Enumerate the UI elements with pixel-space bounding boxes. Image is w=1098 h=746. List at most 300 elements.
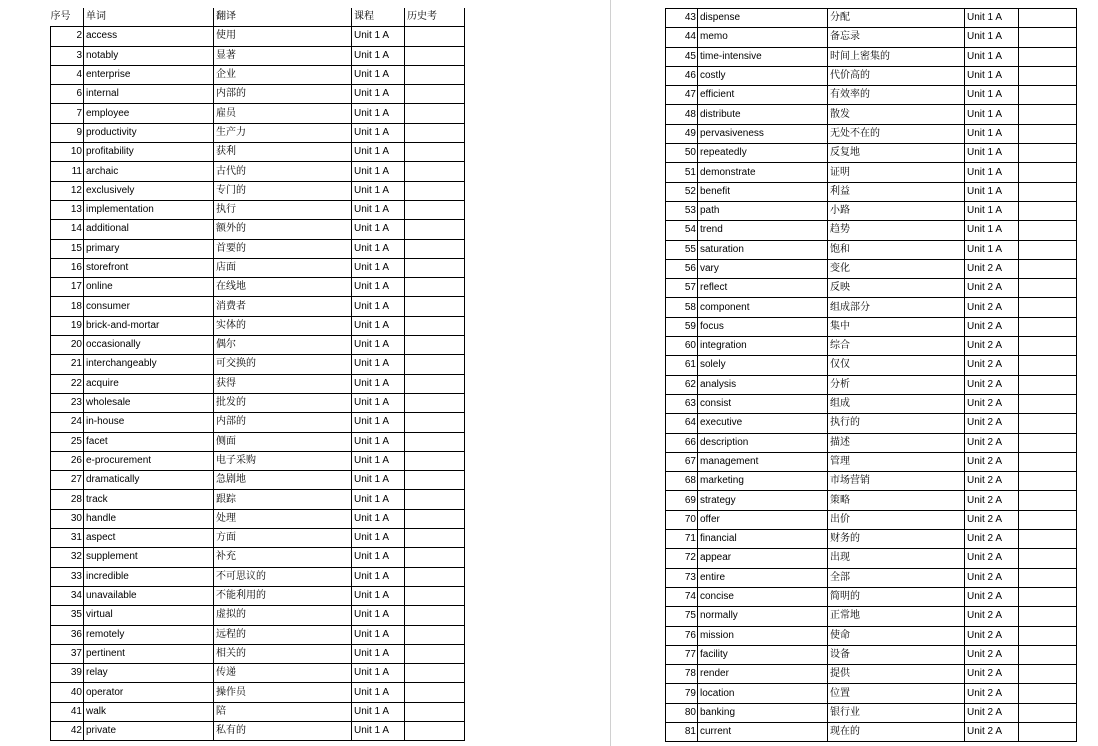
cell-word: wholesale bbox=[84, 393, 214, 412]
cell-word: normally bbox=[698, 607, 828, 626]
cell-history bbox=[405, 683, 465, 702]
cell-course: Unit 1 A bbox=[965, 28, 1019, 47]
cell-translation: 综合 bbox=[828, 337, 965, 356]
cell-word: facet bbox=[84, 432, 214, 451]
cell-word: employee bbox=[84, 104, 214, 123]
cell-translation: 传递 bbox=[214, 664, 352, 683]
cell-translation: 消费者 bbox=[214, 297, 352, 316]
cell-no: 25 bbox=[51, 432, 84, 451]
cell-word: offer bbox=[698, 510, 828, 529]
cell-no: 37 bbox=[51, 644, 84, 663]
table-row bbox=[51, 297, 465, 316]
cell-translation: 执行 bbox=[214, 200, 352, 219]
cell-no: 2 bbox=[51, 27, 84, 46]
cell-history bbox=[405, 567, 465, 586]
cell-history bbox=[1019, 665, 1077, 684]
cell-word: pertinent bbox=[84, 644, 214, 663]
cell-no: 42 bbox=[51, 721, 84, 740]
cell-history bbox=[405, 586, 465, 605]
cell-history bbox=[405, 123, 465, 142]
cell-no: 74 bbox=[666, 587, 698, 606]
table-body-right bbox=[666, 9, 1077, 742]
cell-history bbox=[405, 664, 465, 683]
table-row bbox=[666, 201, 1077, 220]
cell-translation: 雇员 bbox=[214, 104, 352, 123]
cell-no: 49 bbox=[666, 124, 698, 143]
cell-word: memo bbox=[698, 28, 828, 47]
cell-translation: 财务的 bbox=[828, 530, 965, 549]
cell-course: Unit 1 A bbox=[352, 490, 405, 509]
cell-word: track bbox=[84, 490, 214, 509]
cell-no: 69 bbox=[666, 491, 698, 510]
cell-history bbox=[1019, 182, 1077, 201]
cell-word: brick-and-mortar bbox=[84, 316, 214, 335]
cell-word: handle bbox=[84, 509, 214, 528]
table-row bbox=[51, 567, 465, 586]
cell-translation: 反映 bbox=[828, 279, 965, 298]
table-row bbox=[666, 259, 1077, 278]
cell-no: 68 bbox=[666, 472, 698, 491]
table-row bbox=[51, 586, 465, 605]
cell-word: location bbox=[698, 684, 828, 703]
table-row bbox=[666, 452, 1077, 471]
cell-history bbox=[1019, 337, 1077, 356]
cell-history bbox=[1019, 105, 1077, 124]
cell-word: dispense bbox=[698, 9, 828, 28]
cell-course: Unit 2 A bbox=[965, 607, 1019, 626]
cell-course: Unit 2 A bbox=[965, 665, 1019, 684]
cell-history bbox=[405, 27, 465, 46]
cell-course: Unit 1 A bbox=[965, 240, 1019, 259]
cell-course: Unit 1 A bbox=[352, 567, 405, 586]
cell-no: 80 bbox=[666, 703, 698, 722]
cell-history bbox=[1019, 144, 1077, 163]
cell-translation: 内部的 bbox=[214, 413, 352, 432]
vocabulary-table-right bbox=[665, 8, 1077, 742]
header-history: 历史考 bbox=[405, 8, 465, 27]
cell-word: consumer bbox=[84, 297, 214, 316]
cell-word: mission bbox=[698, 626, 828, 645]
table-row bbox=[666, 163, 1077, 182]
cell-translation: 陪 bbox=[214, 702, 352, 721]
cell-translation: 反复地 bbox=[828, 144, 965, 163]
cell-word: management bbox=[698, 452, 828, 471]
cell-history bbox=[405, 529, 465, 548]
cell-history bbox=[405, 432, 465, 451]
cell-course: Unit 2 A bbox=[965, 259, 1019, 278]
cell-course: Unit 2 A bbox=[965, 703, 1019, 722]
cell-no: 12 bbox=[51, 181, 84, 200]
cell-word: archaic bbox=[84, 162, 214, 181]
cell-history bbox=[1019, 375, 1077, 394]
table-row bbox=[51, 606, 465, 625]
vocabulary-table-left bbox=[50, 8, 465, 741]
cell-word: entire bbox=[698, 568, 828, 587]
table-row bbox=[51, 548, 465, 567]
table-row bbox=[666, 491, 1077, 510]
cell-no: 21 bbox=[51, 355, 84, 374]
table-row bbox=[51, 413, 465, 432]
cell-no: 16 bbox=[51, 258, 84, 277]
cell-history bbox=[1019, 356, 1077, 375]
cell-word: remotely bbox=[84, 625, 214, 644]
cell-no: 46 bbox=[666, 66, 698, 85]
table-row bbox=[51, 27, 465, 46]
cell-translation: 管理 bbox=[828, 452, 965, 471]
cell-course: Unit 2 A bbox=[965, 317, 1019, 336]
table-row bbox=[51, 721, 465, 740]
cell-translation: 急剧地 bbox=[214, 471, 352, 490]
cell-word: exclusively bbox=[84, 181, 214, 200]
cell-no: 27 bbox=[51, 471, 84, 490]
table-row bbox=[51, 46, 465, 65]
cell-word: incredible bbox=[84, 567, 214, 586]
cell-no: 54 bbox=[666, 221, 698, 240]
cell-translation: 虚拟的 bbox=[214, 606, 352, 625]
table-row bbox=[666, 414, 1077, 433]
cell-course: Unit 1 A bbox=[352, 374, 405, 393]
cell-word: distribute bbox=[698, 105, 828, 124]
table-row bbox=[666, 298, 1077, 317]
cell-no: 24 bbox=[51, 413, 84, 432]
table-row bbox=[51, 239, 465, 258]
cell-translation: 正常地 bbox=[828, 607, 965, 626]
cell-word: current bbox=[698, 722, 828, 741]
cell-word: occasionally bbox=[84, 336, 214, 355]
cell-history bbox=[405, 606, 465, 625]
cell-translation: 组成 bbox=[828, 394, 965, 413]
cell-course: Unit 1 A bbox=[352, 432, 405, 451]
cell-word: unavailable bbox=[84, 586, 214, 605]
cell-no: 4 bbox=[51, 65, 84, 84]
cell-course: Unit 2 A bbox=[965, 279, 1019, 298]
cell-translation: 饱和 bbox=[828, 240, 965, 259]
table-row bbox=[51, 258, 465, 277]
cell-history bbox=[1019, 9, 1077, 28]
cell-no: 61 bbox=[666, 356, 698, 375]
cell-translation: 策略 bbox=[828, 491, 965, 510]
cell-translation: 出现 bbox=[828, 549, 965, 568]
cell-no: 52 bbox=[666, 182, 698, 201]
cell-history bbox=[405, 220, 465, 239]
cell-course: Unit 2 A bbox=[965, 530, 1019, 549]
cell-no: 73 bbox=[666, 568, 698, 587]
cell-translation: 显著 bbox=[214, 46, 352, 65]
cell-no: 79 bbox=[666, 684, 698, 703]
table-row bbox=[666, 394, 1077, 413]
cell-translation: 利益 bbox=[828, 182, 965, 201]
cell-no: 13 bbox=[51, 200, 84, 219]
header-word: 单词 bbox=[84, 8, 214, 27]
cell-word: supplement bbox=[84, 548, 214, 567]
cell-history bbox=[1019, 279, 1077, 298]
table-row bbox=[51, 509, 465, 528]
cell-history bbox=[405, 316, 465, 335]
cell-word: aspect bbox=[84, 529, 214, 548]
cell-translation: 市场营销 bbox=[828, 472, 965, 491]
cell-no: 48 bbox=[666, 105, 698, 124]
cell-course: Unit 1 A bbox=[352, 336, 405, 355]
cell-no: 51 bbox=[666, 163, 698, 182]
cell-course: Unit 2 A bbox=[965, 298, 1019, 317]
cell-no: 20 bbox=[51, 336, 84, 355]
cell-translation: 使命 bbox=[828, 626, 965, 645]
cell-course: Unit 2 A bbox=[965, 549, 1019, 568]
cell-no: 22 bbox=[51, 374, 84, 393]
cell-no: 59 bbox=[666, 317, 698, 336]
cell-no: 10 bbox=[51, 143, 84, 162]
cell-no: 55 bbox=[666, 240, 698, 259]
cell-course: Unit 1 A bbox=[352, 586, 405, 605]
cell-word: virtual bbox=[84, 606, 214, 625]
cell-history bbox=[405, 200, 465, 219]
cell-history bbox=[405, 625, 465, 644]
cell-history bbox=[405, 162, 465, 181]
cell-translation: 补充 bbox=[214, 548, 352, 567]
table-body-left bbox=[51, 27, 465, 741]
cell-word: path bbox=[698, 201, 828, 220]
cell-translation: 小路 bbox=[828, 201, 965, 220]
cell-history bbox=[405, 471, 465, 490]
cell-history bbox=[405, 239, 465, 258]
cell-course: Unit 1 A bbox=[965, 201, 1019, 220]
table-row bbox=[666, 684, 1077, 703]
table-row bbox=[666, 607, 1077, 626]
cell-no: 28 bbox=[51, 490, 84, 509]
table-row bbox=[51, 432, 465, 451]
table-row bbox=[666, 587, 1077, 606]
cell-history bbox=[1019, 298, 1077, 317]
table-row bbox=[666, 182, 1077, 201]
cell-word: description bbox=[698, 433, 828, 452]
table-row bbox=[51, 471, 465, 490]
table-row bbox=[666, 105, 1077, 124]
table-row bbox=[666, 86, 1077, 105]
table-row bbox=[51, 123, 465, 142]
cell-no: 14 bbox=[51, 220, 84, 239]
cell-translation: 实体的 bbox=[214, 316, 352, 335]
cell-word: component bbox=[698, 298, 828, 317]
cell-no: 33 bbox=[51, 567, 84, 586]
table-row bbox=[51, 65, 465, 84]
cell-no: 40 bbox=[51, 683, 84, 702]
cell-course: Unit 2 A bbox=[965, 472, 1019, 491]
cell-history bbox=[405, 355, 465, 374]
cell-history bbox=[1019, 221, 1077, 240]
table-row bbox=[666, 722, 1077, 741]
table-row bbox=[666, 279, 1077, 298]
cell-no: 36 bbox=[51, 625, 84, 644]
cell-translation: 提供 bbox=[828, 665, 965, 684]
table-row bbox=[51, 104, 465, 123]
table-row bbox=[666, 124, 1077, 143]
cell-no: 76 bbox=[666, 626, 698, 645]
cell-word: dramatically bbox=[84, 471, 214, 490]
cell-word: banking bbox=[698, 703, 828, 722]
table-row bbox=[666, 703, 1077, 722]
cell-word: facility bbox=[698, 645, 828, 664]
table-row bbox=[666, 510, 1077, 529]
cell-no: 26 bbox=[51, 451, 84, 470]
cell-course: Unit 2 A bbox=[965, 337, 1019, 356]
cell-history bbox=[405, 278, 465, 297]
cell-no: 67 bbox=[666, 452, 698, 471]
cell-no: 3 bbox=[51, 46, 84, 65]
cell-word: interchangeably bbox=[84, 355, 214, 374]
cell-history bbox=[405, 509, 465, 528]
cell-word: saturation bbox=[698, 240, 828, 259]
cell-translation: 全部 bbox=[828, 568, 965, 587]
cell-history bbox=[1019, 394, 1077, 413]
cell-translation: 简明的 bbox=[828, 587, 965, 606]
cell-word: in-house bbox=[84, 413, 214, 432]
cell-history bbox=[1019, 684, 1077, 703]
cell-course: Unit 1 A bbox=[352, 625, 405, 644]
cell-course: Unit 1 A bbox=[965, 182, 1019, 201]
cell-course: Unit 2 A bbox=[965, 452, 1019, 471]
table-row bbox=[666, 9, 1077, 28]
cell-translation: 集中 bbox=[828, 317, 965, 336]
cell-course: Unit 1 A bbox=[352, 606, 405, 625]
table-row bbox=[51, 393, 465, 412]
cell-history bbox=[1019, 124, 1077, 143]
cell-course: Unit 1 A bbox=[352, 316, 405, 335]
cell-course: Unit 1 A bbox=[965, 144, 1019, 163]
cell-translation: 额外的 bbox=[214, 220, 352, 239]
cell-no: 57 bbox=[666, 279, 698, 298]
cell-course: Unit 1 A bbox=[352, 85, 405, 104]
cell-history bbox=[1019, 163, 1077, 182]
cell-course: Unit 1 A bbox=[352, 181, 405, 200]
cell-translation: 偶尔 bbox=[214, 336, 352, 355]
table-row bbox=[666, 645, 1077, 664]
cell-translation: 组成部分 bbox=[828, 298, 965, 317]
table-row bbox=[51, 220, 465, 239]
cell-translation: 相关的 bbox=[214, 644, 352, 663]
cell-history bbox=[1019, 549, 1077, 568]
cell-word: relay bbox=[84, 664, 214, 683]
header-no: 序号 bbox=[51, 8, 84, 27]
cell-course: Unit 1 A bbox=[352, 548, 405, 567]
cell-course: Unit 1 A bbox=[352, 200, 405, 219]
cell-word: walk bbox=[84, 702, 214, 721]
cell-word: marketing bbox=[698, 472, 828, 491]
cell-translation: 跟踪 bbox=[214, 490, 352, 509]
cell-history bbox=[1019, 587, 1077, 606]
cell-word: productivity bbox=[84, 123, 214, 142]
cell-translation: 仅仅 bbox=[828, 356, 965, 375]
table-row bbox=[666, 375, 1077, 394]
cell-course: Unit 1 A bbox=[352, 27, 405, 46]
table-row bbox=[51, 85, 465, 104]
cell-course: Unit 2 A bbox=[965, 414, 1019, 433]
cell-course: Unit 1 A bbox=[352, 529, 405, 548]
table-row bbox=[51, 529, 465, 548]
cell-course: Unit 1 A bbox=[352, 297, 405, 316]
cell-course: Unit 1 A bbox=[965, 47, 1019, 66]
cell-history bbox=[1019, 28, 1077, 47]
cell-translation: 首要的 bbox=[214, 239, 352, 258]
cell-no: 81 bbox=[666, 722, 698, 741]
cell-history bbox=[1019, 259, 1077, 278]
cell-course: Unit 1 A bbox=[965, 66, 1019, 85]
cell-history bbox=[1019, 317, 1077, 336]
cell-translation: 古代的 bbox=[214, 162, 352, 181]
cell-translation: 内部的 bbox=[214, 85, 352, 104]
cell-translation: 企业 bbox=[214, 65, 352, 84]
cell-translation: 生产力 bbox=[214, 123, 352, 142]
cell-translation: 不能利用的 bbox=[214, 586, 352, 605]
cell-course: Unit 1 A bbox=[352, 123, 405, 142]
cell-word: concise bbox=[698, 587, 828, 606]
cell-word: acquire bbox=[84, 374, 214, 393]
cell-word: strategy bbox=[698, 491, 828, 510]
cell-no: 11 bbox=[51, 162, 84, 181]
cell-course: Unit 1 A bbox=[352, 278, 405, 297]
table-row bbox=[666, 433, 1077, 452]
cell-translation: 分配 bbox=[828, 9, 965, 28]
cell-course: Unit 2 A bbox=[965, 645, 1019, 664]
cell-history bbox=[405, 258, 465, 277]
table-row bbox=[666, 665, 1077, 684]
cell-translation: 批发的 bbox=[214, 393, 352, 412]
cell-translation: 描述 bbox=[828, 433, 965, 452]
cell-history bbox=[405, 104, 465, 123]
cell-translation: 变化 bbox=[828, 259, 965, 278]
cell-translation: 出价 bbox=[828, 510, 965, 529]
cell-translation: 现在的 bbox=[828, 722, 965, 741]
cell-translation: 私有的 bbox=[214, 721, 352, 740]
cell-no: 50 bbox=[666, 144, 698, 163]
table-row bbox=[666, 240, 1077, 259]
cell-course: Unit 1 A bbox=[352, 355, 405, 374]
cell-history bbox=[1019, 722, 1077, 741]
cell-no: 17 bbox=[51, 278, 84, 297]
cell-history bbox=[405, 85, 465, 104]
document-page-right bbox=[612, 0, 1098, 746]
cell-translation: 获利 bbox=[214, 143, 352, 162]
cell-course: Unit 1 A bbox=[352, 162, 405, 181]
cell-course: Unit 1 A bbox=[965, 221, 1019, 240]
cell-word: trend bbox=[698, 221, 828, 240]
cell-translation: 操作员 bbox=[214, 683, 352, 702]
cell-translation: 执行的 bbox=[828, 414, 965, 433]
table-row bbox=[666, 144, 1077, 163]
cell-no: 43 bbox=[666, 9, 698, 28]
cell-word: solely bbox=[698, 356, 828, 375]
cell-history bbox=[405, 721, 465, 740]
cell-course: Unit 2 A bbox=[965, 394, 1019, 413]
cell-translation: 处理 bbox=[214, 509, 352, 528]
cell-no: 45 bbox=[666, 47, 698, 66]
table-row bbox=[666, 317, 1077, 336]
cell-history bbox=[1019, 452, 1077, 471]
table-row bbox=[51, 490, 465, 509]
table-row bbox=[51, 143, 465, 162]
cell-word: internal bbox=[84, 85, 214, 104]
cell-word: profitability bbox=[84, 143, 214, 162]
header-translation: 翻译 bbox=[214, 8, 352, 27]
cell-course: Unit 1 A bbox=[352, 143, 405, 162]
cell-history bbox=[1019, 568, 1077, 587]
cell-course: Unit 1 A bbox=[352, 644, 405, 663]
header-course: 课程 bbox=[352, 8, 405, 27]
cell-translation: 无处不在的 bbox=[828, 124, 965, 143]
cell-course: Unit 2 A bbox=[965, 433, 1019, 452]
cell-word: benefit bbox=[698, 182, 828, 201]
cell-history bbox=[405, 393, 465, 412]
cell-word: demonstrate bbox=[698, 163, 828, 182]
